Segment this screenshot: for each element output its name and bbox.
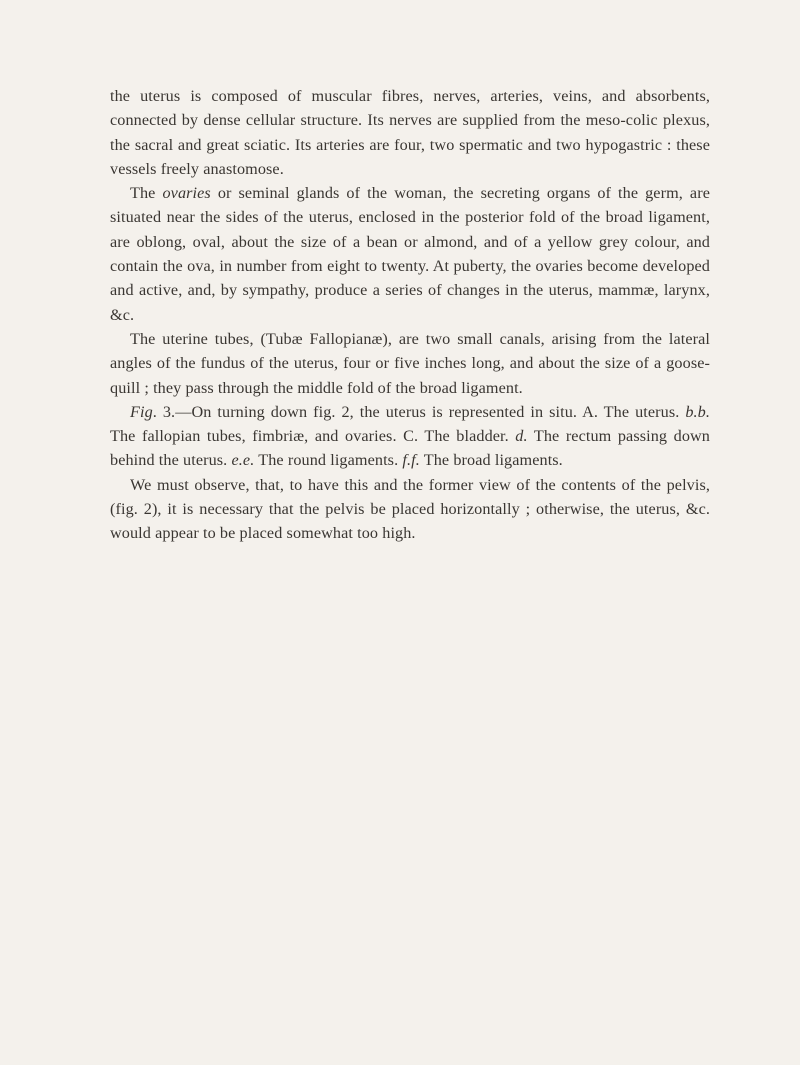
text-segment: The round ligaments. — [254, 451, 403, 470]
text-segment: The rectum passing down behind the uterus. — [110, 427, 710, 470]
italic-label-bb: b.b. — [685, 402, 710, 421]
text-segment: or seminal glands of the woman, the secreting organs of the germ, are situated near the sides of the uterus, enclosed in the posterior fold of the broad ligament, are oblong, oval, about the size of a bean or almond, and of a yellow grey colour, and contain the ova, in number from eight to twenty. At puberty, the ovaries become developed and active, and, by sympathy, produce a series of changes in the uterus, mammæ, larynx, &c. — [110, 184, 710, 324]
text-segment: The broad ligaments. — [419, 451, 563, 470]
text-segment: The fallopian tubes, fimbriæ, and ovaries. C. The bladder. — [110, 427, 516, 446]
paragraph-uterine-tubes — [110, 327, 710, 400]
text-segment: We must observe, that, to have this and the former view of the contents of the pelvis, (fig. 2), it is necessary that the pelvis be placed horizontally ; otherwise, the uterus, &c. would appear to be placed somewhat too high. — [110, 475, 710, 543]
text-segment: the uterus is composed of muscular fibres, nerves, arteries, veins, and absorbents, connected by dense cellular structure. Its nerves are supplied from the meso-colic plexus, the sacral and great sciatic. Its arteries are four, two spermatic and two hypogastric : these vessels freely anastomose. — [110, 87, 710, 178]
paragraph-uterus-structure — [110, 84, 710, 181]
italic-label-ee: e.e. — [231, 451, 255, 470]
text-segment: . 3.—On turning down fig. 2, the uterus is represented in situ. A. The uterus. — [152, 402, 686, 421]
text-segment: The uterine tubes, (Tubæ Fallopianæ), are two small canals, arising from the lateral angles of the fundus of the uterus, four or five inches long, and about the size of a goose-quill ; they pass through the middle fold of the broad ligament. — [110, 329, 710, 397]
italic-fig-label: Fig — [130, 402, 153, 421]
page-text — [110, 84, 710, 546]
italic-label-ff: f.f. — [402, 451, 420, 470]
paragraph-pelvis-observation — [110, 473, 710, 546]
paragraph-figure-3-caption — [110, 400, 710, 473]
text-segment: The — [130, 184, 163, 203]
paragraph-ovaries — [110, 181, 710, 327]
italic-label-d: d. — [515, 427, 528, 446]
italic-term-ovaries: ovaries — [162, 184, 211, 203]
